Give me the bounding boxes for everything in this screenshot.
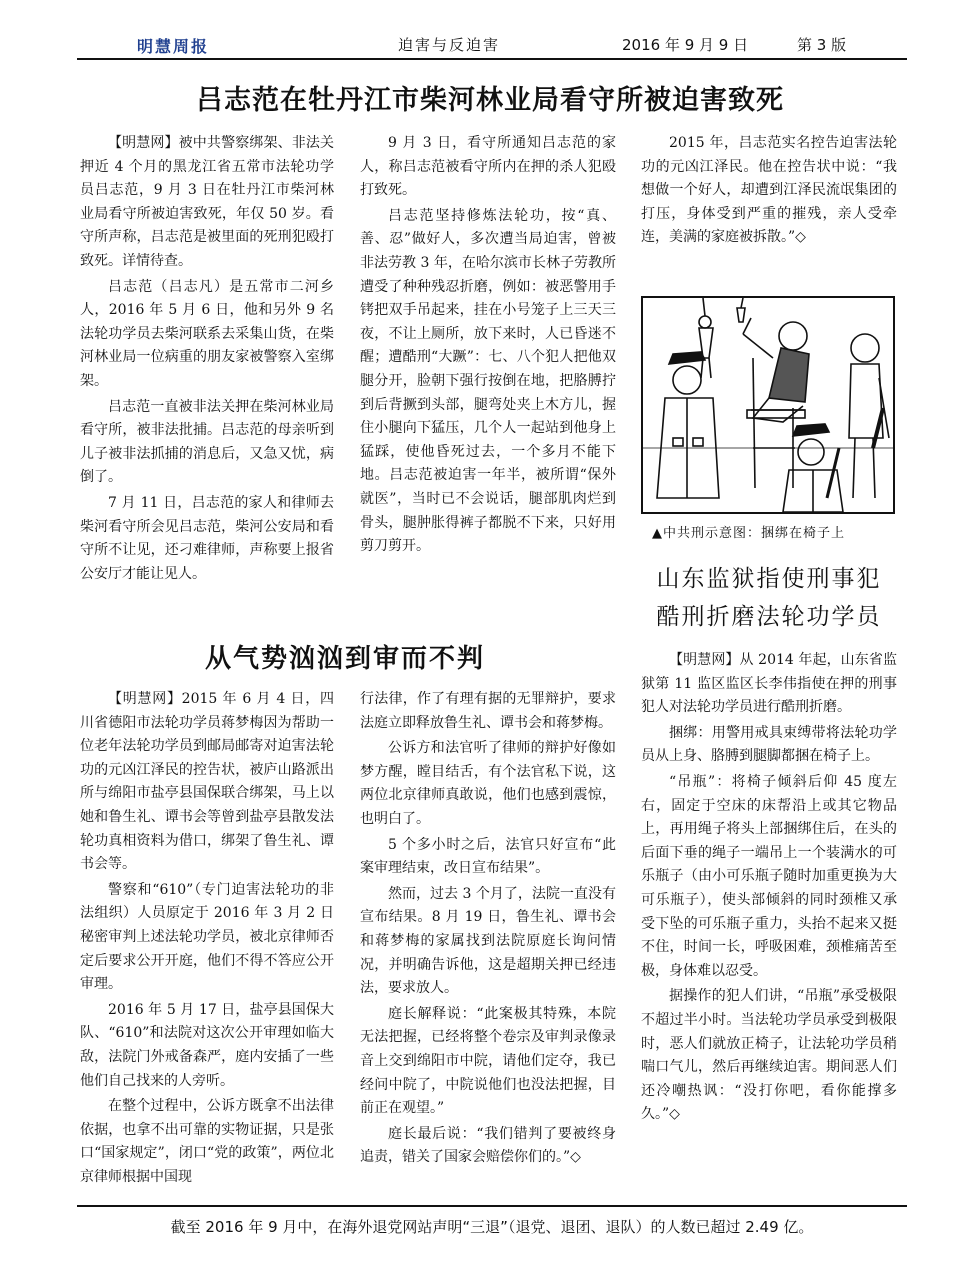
article1-paragraph: 9 月 3 日，看守所通知吕志范的家人，称吕志范被看守所内在押的杀人犯殴打致死。 — [360, 135, 616, 199]
article1-paragraph: 2015 年，吕志范实名控告迫害法轮功的元凶江泽民。他在控告状中说：“我想做一个好人，却遭到江泽民流氓集团的打压，身体受到严重的摧残，亲人受牵连，美满的家庭被拆散。”◇ — [641, 135, 897, 246]
article3-title-line1: 山东监狱指使刑事犯 — [656, 566, 882, 592]
article2-paragraph: 5 个多小时之后，法官只好宣布“此案审理结束，改日宣布结果”。 — [360, 836, 616, 877]
article1-paragraph: 吕志范一直被非法关押在柴河林业局看守所，被非法批捕。吕志范的母亲听到儿子被非法抓捕的消息后，又急又忧，病倒了。 — [80, 398, 334, 486]
article2-paragraph: 庭长解释说：“此案极其特殊，本院无法把握，已经将整个卷宗及审判录像录音上交到绵阳市中院，请他们定夺，我已经问中院了，中院说他们也没法把握，目前正在观望。” — [360, 1005, 616, 1117]
article3-body — [641, 649, 897, 1127]
article3-title-line2: 酷刑折磨法轮功学员 — [656, 604, 882, 630]
article2-paragraph-continued: 行法律，作了有理有据的无罪辩护，要求法庭立即释放鲁生礼、谭书会和蒋梦梅。 — [360, 691, 616, 731]
footer-rule — [77, 1205, 907, 1207]
article3-paragraph: “吊瓶”：将椅子倾斜后仰 45 度左右，固定于空床的床帮沿上或其它物品上，再用绳子将头上部捆绑住后，在头的后面下垂的绳子一端吊上一个装满水的可乐瓶子（由小可乐瓶子随时加重更换为大可乐瓶子），使头部倾斜的同时颈椎又承受下坠的可乐瓶子重力，头抬不起来又挺不住，时间一长，呼吸困难，颈椎痛苦至极，身体难以忍受。 — [641, 773, 897, 979]
article2-paragraph: 庭长最后说：“我们错判了要被终身追责，错关了国家会赔偿你们的。”◇ — [360, 1125, 616, 1166]
article2-paragraph: 【明慧网】2015 年 6 月 4 日，四川省德阳市法轮功学员蒋梦梅因为帮助一位老年法轮功学员到邮局邮寄对迫害法轮功的元凶江泽民的控告状，被庐山路派出所与绵阳市盐亭县国保联合绑架，马上以她和鲁生礼、谭书会等曾到盐亭县散发法轮功真相资料为借口，绑架了鲁生礼、谭书会等。 — [80, 691, 334, 873]
article1-column2 — [360, 132, 616, 559]
article1-column3 — [641, 132, 897, 250]
torture-illustration — [641, 296, 895, 514]
article3-paragraph: 据操作的犯人们讲，“吊瓶”承受极限不超过半小时。当法轮功学员承受到极限时，恶人们就放正椅子，让法轮功学员稍喘口气儿，然后再继续迫害。期间恶人们还冷嘲热讽：“没打你吧，看你能撑多久。”◇ — [641, 988, 897, 1123]
article2-column2 — [360, 688, 616, 1170]
illustration-caption: ▲中共刑示意图：捆绑在椅子上 — [652, 526, 845, 541]
paper-name: 明慧周报 — [137, 37, 210, 56]
article3-paragraph: 捆绑：用警用戒具束缚带将法轮功学员从上身、胳膊到腿脚都捆在椅子上。 — [641, 724, 897, 765]
footer-notice: 截至 2016 年 9 月中，在海外退党网站声明“三退”（退党、退团、退队）的人数已超过 2.49 亿。 — [170, 1218, 814, 1236]
article1-paragraph: 吕志范坚持修炼法轮功，按“真、善、忍”做好人，多次遭当局迫害，曾被非法劳教 3 年，在哈尔滨市长林子劳教所遭受了种种残忍折磨，例如：被恶警用手铐把双手吊起来，挂在小号笼子上三天三夜，不让上厕所，放下来时，人已昏迷不醒；遭酷刑“大蹶”：七、八个犯人把他双腿分开，脸朝下强行按倒在地，把胳膊拧到后背撅到头部，腿弯处夹上木方儿，握住小腿向下猛压，几个人一起站到他身上猛踩，使他昏死过去，一个多月不能下地。吕志范被迫害一年半，被所谓“保外就医”，当时已不会说话，腿部肌肉烂到骨头，腿肿胀得裤子都脱不下来，只好用剪刀剪开。 — [360, 207, 616, 555]
torture-scene-drawing — [643, 298, 893, 512]
article1-paragraph: 【明慧网】被中共警察绑架、非法关押近 4 个月的黑龙江省五常市法轮功学员吕志范，9 月 3 日在牡丹江市柴河林业局看守所被迫害致死，年仅 50 岁。看守所声称，吕志范是被里面的死刑犯殴打致死。详情待查。 — [80, 135, 334, 269]
article2-paragraph: 2016 年 5 月 17 日，盐亭县国保大队、“610”和法院对这次公开审理如临大敌，法院门外戒备森严，庭内安插了一些他们自己找来的人旁听。 — [80, 1001, 334, 1089]
article3-paragraph: 【明慧网】从 2014 年起，山东省监狱第 11 监区监区长李伟指使在押的刑事犯人对法轮功学员进行酷刑折磨。 — [641, 652, 897, 716]
article1-title: 吕志范在牡丹江市柴河林业局看守所被迫害致死 — [196, 85, 784, 116]
article1-column1 — [80, 132, 334, 586]
header-rule — [77, 58, 907, 60]
article1-paragraph: 7 月 11 日，吕志范的家人和律师去柴河看守所会见吕志范，柴河公安局和看守所不让见，还刁难律师，声称要上报省公安厅才能让见人。 — [80, 494, 334, 582]
article3-title — [641, 560, 897, 636]
page-number: 第 3 版 — [797, 36, 847, 54]
article2-paragraph: 警察和“610”（专门迫害法轮功的非法组织）人员原定于 2016 年 3 月 2 日秘密审判上述法轮功学员，被北京律师否定后要求公开开庭，他们不得不答应公开审理。 — [80, 881, 334, 993]
article2-title: 从气势汹汹到审而不判 — [204, 644, 485, 674]
article2-paragraph: 然而，过去 3 个月了，法院一直没有宣布结果。8 月 19 日，鲁生礼、谭书会和蒋梦梅的家属找到法院原庭长询问情况，并明确告诉他，这是超期关押已经违法，要求放人。 — [360, 885, 616, 997]
article2-column1 — [80, 688, 334, 1189]
section-name: 迫害与反迫害 — [398, 36, 501, 54]
article1-paragraph: 吕志范（吕志凡）是五常市二河乡人，2016 年 5 月 6 日，他和另外 9 名法轮功学员去柴河联系去采集山货，在柴河林业局一位病重的朋友家被警察入室绑架。 — [80, 278, 334, 389]
article2-paragraph: 公诉方和法官听了律师的辩护好像如梦方醒，瞠目结舌，有个法官私下说，这两位北京律师真敢说，他们也感到震惊，也明白了。 — [360, 740, 616, 827]
issue-date: 2016 年 9 月 9 日 — [622, 36, 749, 54]
article2-paragraph: 在整个过程中，公诉方既拿不出法律依据，也拿不出可靠的实物证据，只是张口“国家规定”，闭口“党的政策”，两位北京律师根据中国现 — [80, 1098, 334, 1185]
